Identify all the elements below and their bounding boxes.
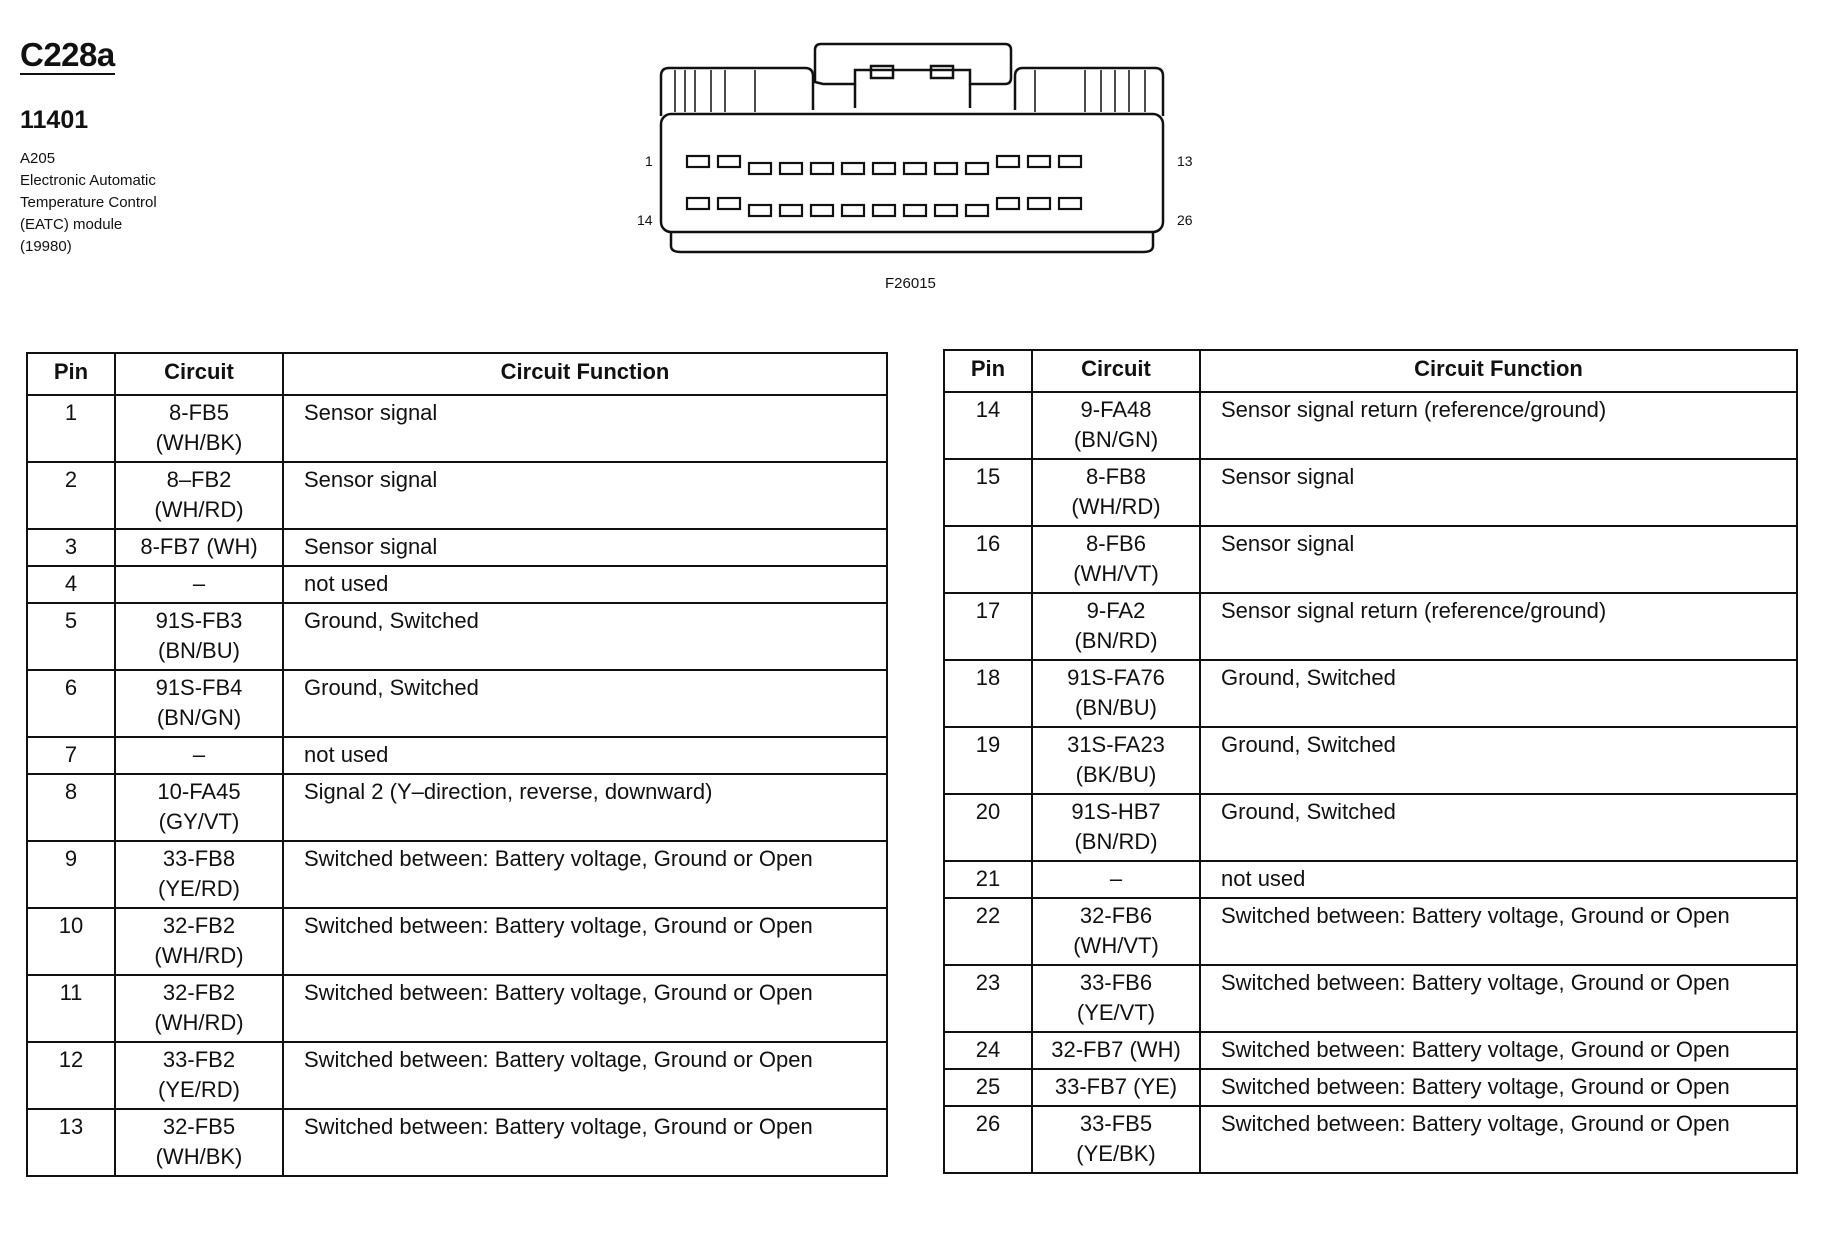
circuit-code: [1032, 392, 1200, 459]
circuit-line: (YE/BK): [1076, 1141, 1156, 1166]
circuit-code: [115, 774, 283, 841]
circuit-code: [1032, 861, 1200, 898]
circuit-function: Sensor signal: [1200, 459, 1797, 526]
latch-tab-right: [931, 66, 953, 78]
circuit-function: Switched between: Battery voltage, Ground or Open: [1200, 1069, 1797, 1106]
pin-number: 20: [944, 794, 1032, 861]
table-row: [944, 1032, 1797, 1069]
pin-label-1: 1: [645, 153, 653, 169]
circuit-function: Ground, Switched: [1200, 794, 1797, 861]
table-row: [944, 965, 1797, 1032]
pin-number: 17: [944, 593, 1032, 660]
circuit-code: [1032, 459, 1200, 526]
circuit-function: Switched between: Battery voltage, Ground or Open: [283, 1109, 887, 1176]
circuit-line: (WH/RD): [154, 1010, 244, 1035]
circuit-function: Switched between: Battery voltage, Ground or Open: [283, 1042, 887, 1109]
circuit-line: (BN/GN): [1073, 427, 1159, 452]
table-row: [944, 526, 1797, 593]
connector-base: [671, 232, 1153, 252]
table-row: [944, 459, 1797, 526]
circuit-function: not used: [1200, 861, 1797, 898]
circuit-function: Sensor signal: [1200, 526, 1797, 593]
connector-latch: [815, 44, 1011, 84]
circuit-function: Switched between: Battery voltage, Ground or Open: [1200, 898, 1797, 965]
circuit-line: 33-FB2: [162, 1047, 236, 1072]
header-pin: Pin: [27, 353, 115, 395]
pin-row-top: [687, 156, 1081, 174]
circuit-line: 10-FA45: [157, 779, 241, 804]
table-row: [27, 975, 887, 1042]
circuit-function: Sensor signal return (reference/ground): [1200, 392, 1797, 459]
circuit-line: (YE/VT): [1076, 1000, 1156, 1025]
circuit-line: (WH/RD): [1071, 494, 1161, 519]
circuit-line: 8-FB6: [1086, 531, 1146, 556]
circuit-code: [1032, 898, 1200, 965]
part-number: 11401: [20, 106, 89, 134]
circuit-function: Sensor signal: [283, 462, 887, 529]
pin-number: 8: [27, 774, 115, 841]
circuit-line: (YE/RD): [158, 1077, 240, 1102]
pin-number: 21: [944, 861, 1032, 898]
header-pin: Pin: [944, 350, 1032, 392]
circuit-function: Switched between: Battery voltage, Ground or Open: [283, 841, 887, 908]
circuit-line: 8-FB5: [169, 400, 229, 425]
circuit-line: –: [192, 742, 206, 767]
circuit-code: [115, 395, 283, 462]
circuit-function: Ground, Switched: [283, 670, 887, 737]
circuit-code: [1032, 593, 1200, 660]
circuit-code: [115, 670, 283, 737]
connector-face-diagram: [615, 40, 1215, 300]
circuit-line: 31S-FA23: [1067, 732, 1165, 757]
pin-number: 14: [944, 392, 1032, 459]
circuit-line: (WH/VT): [1073, 933, 1159, 958]
circuit-code: [1032, 1069, 1200, 1106]
pin-number: 7: [27, 737, 115, 774]
circuit-line: 32-FB2: [162, 913, 236, 938]
circuit-line: 32-FB5: [162, 1114, 236, 1139]
table-row: [27, 908, 887, 975]
circuit-line: 33-FB5: [1079, 1111, 1153, 1136]
pin-number: 3: [27, 529, 115, 566]
pin-number: 9: [27, 841, 115, 908]
pin-number: 18: [944, 660, 1032, 727]
circuit-line: 9-FA2: [1086, 598, 1146, 623]
circuit-line: (WH/BK): [155, 430, 243, 455]
table-row: [944, 1106, 1797, 1173]
description-line: (EATC) module: [20, 216, 123, 233]
circuit-line: –: [192, 571, 206, 596]
circuit-function: Signal 2 (Y–direction, reverse, downward): [283, 774, 887, 841]
circuit-line: (BN/BU): [158, 638, 240, 663]
description-line: Temperature Control: [20, 194, 157, 211]
circuit-line: (WH/VT): [1073, 561, 1159, 586]
circuit-code: [1032, 660, 1200, 727]
circuit-line: 33-FB8: [162, 846, 236, 871]
circuit-code: [115, 1042, 283, 1109]
pin-label-13: 13: [1177, 153, 1193, 169]
header-circuit-function: Circuit Function: [1200, 350, 1797, 392]
table-row: [944, 660, 1797, 727]
circuit-line: 32-FB2: [162, 980, 236, 1005]
circuit-line: (BK/BU): [1075, 762, 1157, 787]
circuit-function: Sensor signal: [283, 529, 887, 566]
circuit-code: [1032, 794, 1200, 861]
connector-shoulder-right: [1015, 68, 1163, 116]
connector-id-title: C228a: [20, 36, 115, 73]
circuit-line: 91S-FB4: [155, 675, 243, 700]
circuit-function: Switched between: Battery voltage, Ground or Open: [283, 975, 887, 1042]
description-line: (19980): [20, 238, 72, 255]
pin-table-left: [26, 352, 888, 1177]
table-row: [27, 395, 887, 462]
circuit-line: (BN/RD): [1074, 628, 1158, 653]
circuit-line: 32-FB7 (WH): [1051, 1037, 1181, 1062]
circuit-code: [1032, 1106, 1200, 1173]
circuit-code: [115, 603, 283, 670]
pin-number: 24: [944, 1032, 1032, 1069]
circuit-line: –: [1109, 866, 1123, 891]
pin-number: 15: [944, 459, 1032, 526]
circuit-code: [115, 975, 283, 1042]
circuit-function: Ground, Switched: [1200, 660, 1797, 727]
latch-tab-left: [871, 66, 893, 78]
table-row: [944, 1069, 1797, 1106]
table-row: [944, 898, 1797, 965]
circuit-line: (YE/RD): [158, 876, 240, 901]
table-row: [27, 1109, 887, 1176]
pin-number: 2: [27, 462, 115, 529]
circuit-line: 9-FA48: [1080, 397, 1152, 422]
description-line: Electronic Automatic: [20, 172, 156, 189]
circuit-line: 33-FB7 (YE): [1054, 1074, 1178, 1099]
header-circuit: Circuit: [1032, 350, 1200, 392]
circuit-function: not used: [283, 737, 887, 774]
circuit-line: (WH/RD): [154, 497, 244, 522]
table-row: [27, 603, 887, 670]
circuit-code: [1032, 526, 1200, 593]
table-row: [944, 861, 1797, 898]
circuit-line: 91S-FB3: [155, 608, 243, 633]
circuit-line: 32-FB6: [1079, 903, 1153, 928]
circuit-line: 8-FB7 (WH): [140, 534, 258, 559]
figure-code: F26015: [885, 275, 936, 292]
circuit-line: 8–FB2: [166, 467, 232, 492]
circuit-function: Switched between: Battery voltage, Ground or Open: [283, 908, 887, 975]
circuit-code: [115, 529, 283, 566]
table-row: [944, 794, 1797, 861]
circuit-line: (BN/GN): [156, 705, 242, 730]
pin-number: 16: [944, 526, 1032, 593]
table-row: [27, 566, 887, 603]
circuit-function: Switched between: Battery voltage, Ground or Open: [1200, 1032, 1797, 1069]
pin-label-26: 26: [1177, 212, 1193, 228]
pin-number: 10: [27, 908, 115, 975]
header-circuit: Circuit: [115, 353, 283, 395]
pin-number: 12: [27, 1042, 115, 1109]
table-row: [27, 737, 887, 774]
pin-number: 19: [944, 727, 1032, 794]
circuit-function: Switched between: Battery voltage, Ground or Open: [1200, 965, 1797, 1032]
table-row: [944, 727, 1797, 794]
circuit-line: 91S-FA76: [1067, 665, 1165, 690]
pin-number: 5: [27, 603, 115, 670]
circuit-function: Sensor signal return (reference/ground): [1200, 593, 1797, 660]
circuit-code: [115, 566, 283, 603]
header-circuit-function: Circuit Function: [283, 353, 887, 395]
pin-row-bottom: [687, 198, 1081, 216]
circuit-line: 91S-HB7: [1071, 799, 1161, 824]
pin-number: 13: [27, 1109, 115, 1176]
pin-number: 1: [27, 395, 115, 462]
connector-shoulder-left: [661, 68, 813, 116]
circuit-line: 33-FB6: [1079, 970, 1153, 995]
circuit-function: Sensor signal: [283, 395, 887, 462]
pin-number: 6: [27, 670, 115, 737]
circuit-function: Ground, Switched: [283, 603, 887, 670]
circuit-code: [1032, 1032, 1200, 1069]
pin-table-right: [943, 349, 1798, 1174]
pin-number: 25: [944, 1069, 1032, 1106]
circuit-code: [115, 1109, 283, 1176]
circuit-line: (BN/BU): [1075, 695, 1157, 720]
table-row: [27, 1042, 887, 1109]
circuit-line: 8-FB8: [1086, 464, 1146, 489]
circuit-line: (GY/VT): [158, 809, 240, 834]
circuit-line: (WH/BK): [155, 1144, 243, 1169]
pin-number: 26: [944, 1106, 1032, 1173]
pin-number: 23: [944, 965, 1032, 1032]
circuit-function: Ground, Switched: [1200, 727, 1797, 794]
circuit-line: (WH/RD): [154, 943, 244, 968]
pin-number: 4: [27, 566, 115, 603]
description-line: A205: [20, 150, 56, 167]
module-description: [20, 148, 157, 258]
table-row: [944, 593, 1797, 660]
circuit-code: [1032, 727, 1200, 794]
pin-number: 11: [27, 975, 115, 1042]
pin-label-14: 14: [637, 212, 653, 228]
circuit-line: (BN/RD): [1074, 829, 1158, 854]
table-row: [27, 841, 887, 908]
table-row: [27, 462, 887, 529]
circuit-function: not used: [283, 566, 887, 603]
circuit-code: [1032, 965, 1200, 1032]
circuit-code: [115, 908, 283, 975]
table-row: [27, 670, 887, 737]
table-row: [27, 529, 887, 566]
circuit-code: [115, 462, 283, 529]
circuit-code: [115, 737, 283, 774]
table-row: [944, 392, 1797, 459]
table-row: [27, 774, 887, 841]
circuit-code: [115, 841, 283, 908]
circuit-function: Switched between: Battery voltage, Ground or Open: [1200, 1106, 1797, 1173]
pin-number: 22: [944, 898, 1032, 965]
